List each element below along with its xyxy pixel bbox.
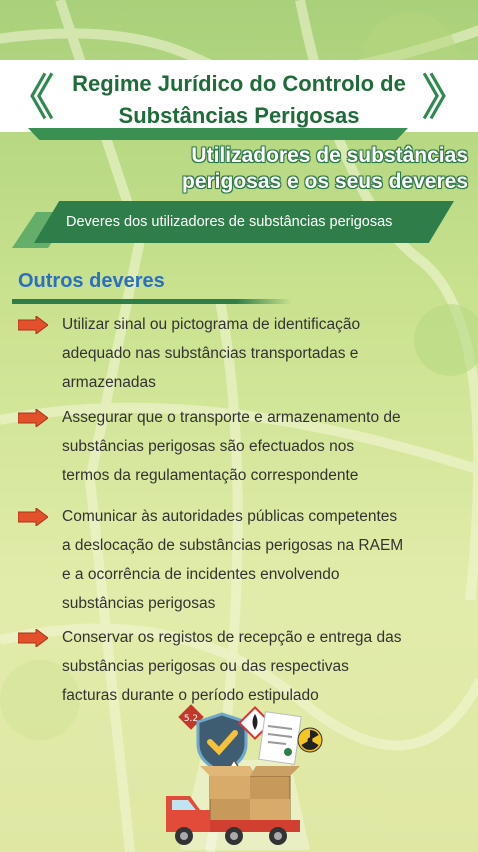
radioactive-icon	[298, 728, 322, 752]
list-item-text	[62, 623, 472, 710]
arrow-bullet-icon	[18, 508, 48, 526]
list-item-line: armazenadas	[62, 374, 156, 391]
arrow-bullet-icon	[18, 629, 48, 647]
page-title-line-1: Regime Jurídico do Controlo de	[72, 71, 406, 96]
list-item-text	[62, 403, 472, 490]
list-item-line: Comunicar às autoridades públicas competentes	[62, 508, 398, 525]
list-item-line: termos da regulamentação correspondente	[62, 467, 359, 484]
list-item-line: Utilizar sinal ou pictograma de identificação	[62, 316, 361, 333]
heading-underline	[12, 299, 292, 304]
page-title	[40, 68, 438, 132]
svg-text:5.2: 5.2	[183, 714, 199, 724]
list-item-line: facturas durante o período estipulado	[62, 687, 319, 704]
page-subtitle	[28, 143, 468, 195]
list-item-text	[62, 310, 472, 397]
arrow-bullet-icon	[18, 409, 48, 427]
left-quote-icon: 《	[6, 70, 55, 126]
truck-icon	[166, 766, 300, 845]
list-item-line: Conservar os registos de recepção e entrega das	[62, 629, 402, 646]
page-title-line-2: Substâncias Perigosas	[118, 103, 360, 128]
list-item-text	[62, 502, 472, 618]
hazmat-truck-illustration	[160, 700, 330, 850]
list-item-line: Assegurar que o transporte e armazenamento de	[62, 409, 401, 426]
right-quote-icon: 》	[421, 70, 470, 126]
page-subtitle-line-1: Utilizadores de substâncias	[191, 144, 468, 167]
list-item-line: adequado nas substâncias transportadas e	[62, 345, 359, 362]
arrow-bullet-icon	[18, 316, 48, 334]
list-item-line: e a ocorrência de incidentes envolvendo	[62, 566, 340, 583]
section-label: Deveres dos utilizadores de substâncias perigosas	[66, 214, 393, 230]
list-item-line: substâncias perigosas são efectuados nos	[62, 438, 355, 455]
list-item-line: substâncias perigosas ou das respectivas	[62, 658, 349, 675]
page-subtitle-line-2: perigosas e os seus deveres	[182, 170, 468, 193]
section-heading: Outros deveres	[18, 270, 165, 292]
list-item-line: a deslocação de substâncias perigosas na RAEM	[62, 537, 404, 554]
list-item-line: substâncias perigosas	[62, 595, 216, 612]
document-icon	[259, 712, 301, 765]
